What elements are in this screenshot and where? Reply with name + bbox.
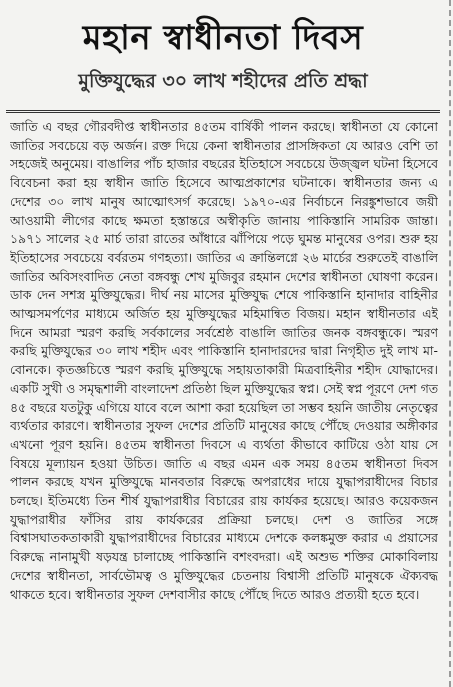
headline: মহান স্বাধীনতা দিবস xyxy=(82,18,364,58)
editorial-header xyxy=(6,6,440,113)
column-divider xyxy=(449,0,451,687)
subtitle: মুক্তিযুদ্ধের ৩০ লাখ শহীদের প্রতি শ্রদ্ধা xyxy=(78,70,368,92)
article-body: জাতি এ বছর গৌরবদীপ্ত স্বাধীনতার ৪৫তম বার্ষিকী পালন করছে। স্বাধীনতা যে কোনো জাতির সবচেয়ে বড় অর্জন। রক্ত দিয়ে কেনা স্বাধীনতার প্রাসঙ্গিকতা যে আরও বেশি তা সহজেই অনুমেয়। বাঙালির পাঁচ হাজার বছরের ইতিহাসে সবচেয়ে উজ্জ্বল ঘটনা হিসেবে বিবেচনা করা হয় স্বাধীন জাতি হিসেবে আত্মপ্রকাশের ঘটনাকে। স্বাধীনতার জন্য এ দেশের ৩০ লাখ মানুষ আত্মোৎসর্গ করেছে। ১৯৭০-এর নির্বাচনে নিরঙ্কুশভাবে জয়ী আওয়ামী লীগের কাছে ক্ষমতা হস্তান্তরে অস্বীকৃতি জানায় পাকিস্তানি সামরিক জান্তা। ১৯৭১ সালের ২৫ মার্চ তারা রাতের আঁধারে ঝাঁপিয়ে পড়ে ঘুমন্ত মানুষের ওপর। শুরু হয় ইতিহাসের সবচেয়ে বর্বরতম গণহত্যা। জাতির এ ক্রান্তিলগ্নে ২৬ মার্চের শুরুতেই বাঙালি জাতির অবিসংবাদিত নেতা বঙ্গবন্ধু শেখ মুজিবুর রহমান দেশের স্বাধীনতা ঘোষণা করেন। ডাক দেন সশস্ত্র মুক্তিযুদ্ধের। দীর্ঘ নয় মাসের মুক্তিযুদ্ধ শেষে পাকিস্তানি হানাদার বাহিনীর আত্মসমর্পণের মাধ্যমে অর্জিত হয় মুক্তিযুদ্ধের মহিমান্বিত বিজয়। মহান স্বাধীনতার এই দিনে আমরা স্মরণ করছি সর্বকালের সর্বশ্রেষ্ঠ বাঙালি জাতির জনক বঙ্গবন্ধুকে। স্মরণ করছি মুক্তিযুদ্ধের ৩০ লাখ শহীদ এবং পাকিস্তানি হানাদারদের দ্বারা নিগৃহীত দুই লাখ মা-বোনকে। কৃতজ্ঞচিত্তে স্মরণ করছি মুক্তিযুদ্ধে সহায়তাকারী মিত্রবাহিনীর শহীদ যোদ্ধাদের। একটি সুখী ও সমৃদ্ধশালী বাংলাদেশ প্রতিষ্ঠা ছিল মুক্তিযুদ্ধের স্বপ্ন। সেই স্বপ্ন পূরণে দেশ গত ৪৫ বছরে যতটুকু এগিয়ে যাবে বলে আশা করা হয়েছিল তা সম্ভব হয়নি জাতীয় নেতৃত্বের ব্যর্থতার কারণে। স্বাধীনতার সুফল দেশের প্রতিটি মানুষের কাছে পৌঁছে দেওয়ার অঙ্গীকার এখনো পূরণ হয়নি। ৪৫তম স্বাধীনতা দিবসে এ ব্যর্থতা কীভাবে কাটিয়ে ওঠা যায় সে বিষয়ে মূল্যায়ন হওয়া উচিত। জাতি এ বছর এমন এক সময় ৪৫তম স্বাধীনতা দিবস পালন করছে যখন মুক্তিযুদ্ধে মানবতার বিরুদ্ধে অপরাধের দায়ে যুদ্ধাপরাধীদের বিচার চলছে। ইতিমধ্যে তিন শীর্ষ যুদ্ধাপরাধীর বিচারের রায় কার্যকর হয়েছে। আরও কয়েকজন যুদ্ধাপরাধীর ফাঁসির রায় কার্যকরের প্রক্রিয়া চলছে। দেশ ও জাতির সঙ্গে বিশ্বাসঘাতকতাকারী যুদ্ধাপরাধীদের বিচারের মাধ্যমে দেশকে কলঙ্কমুক্ত করার এ প্রয়াসের বিরুদ্ধে নানামুখী ষড়যন্ত্র চালাচ্ছে পাকিস্তানি বশংবদরা। এই অশুভ শক্তির মোকাবিলায় দেশের স্বাধীনতা, সার্বভৌমত্ব ও মুক্তিযুদ্ধের চেতনায় বিশ্বাসী প্রতিটি মানুষকে ঐক্যবদ্ধ থাকতে হবে। স্বাধীনতার সুফল দেশবাসীর কাছে পৌঁছে দিতে আরও প্রত্যয়ী হতে হবে। xyxy=(10,119,438,602)
